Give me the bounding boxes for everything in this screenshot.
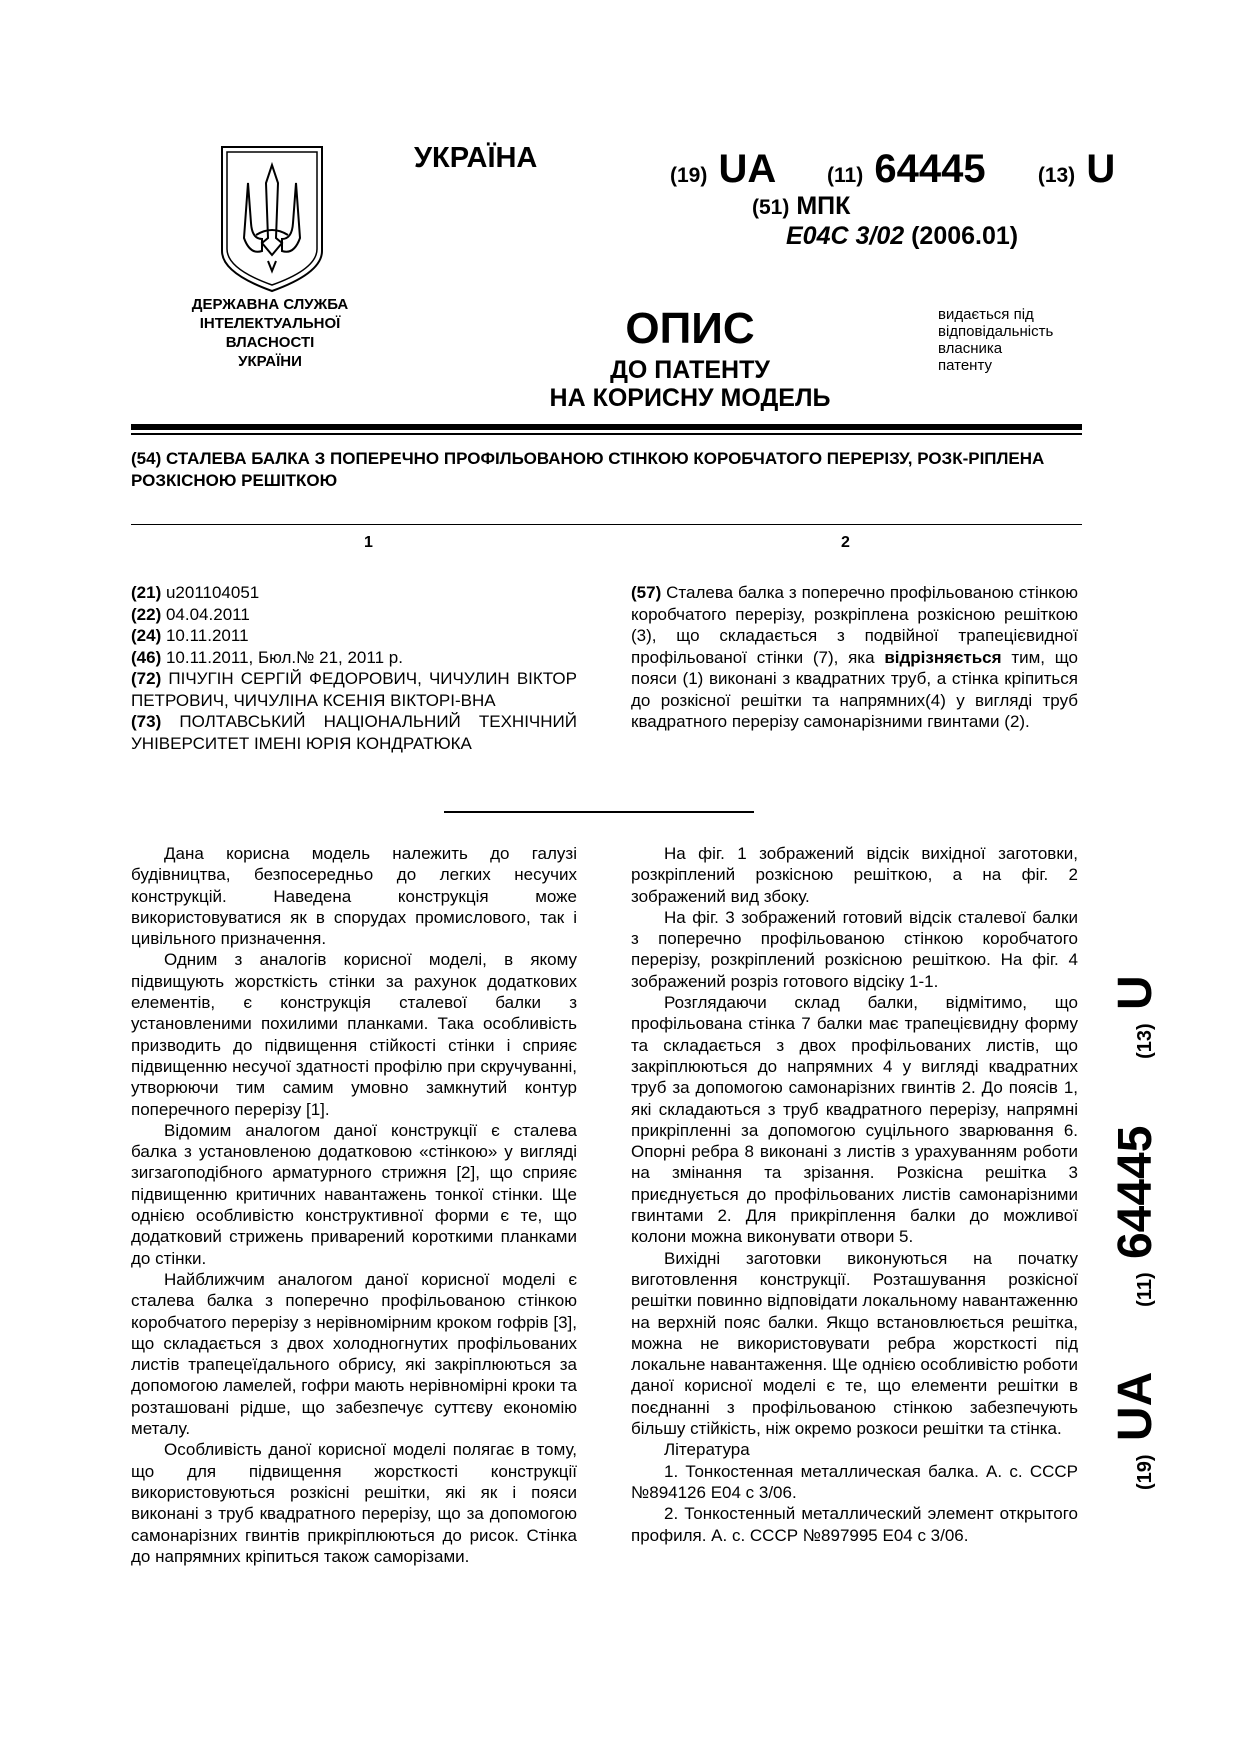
paragraph: На фіг. 3 зображений готовий відсік сталевої балки з поперечно профільованою стінкою коробчатого перерізу, розкріплений розкісною решіткою. На фіг. 4 зображений розріз готового відсіку 1-1. <box>631 907 1078 991</box>
reference-item: 1. Тонкостенная металлическая балка. А. с. СССР №894126 E04 c 3/06. <box>631 1461 1078 1502</box>
section-separator <box>444 811 754 813</box>
kind-code-label: (13) <box>1037 164 1076 187</box>
paragraph: Дана корисна модель належить до галузі будівництва, безпосередньо до легких несучих конструкцій. Наведена конструкція може використовуватися як в спорудах промислового, так і цивільного призначення. <box>131 844 577 949</box>
kind-code: U <box>1086 147 1116 191</box>
publication-number <box>670 147 1115 192</box>
side-publication-number: (19) UA (11) 64445 (13) U <box>1109 975 1162 1490</box>
claim-text: (57) Сталева балка з поперечно профільованою стінкою коробчатого перерізу, розкріплена розкісною решіткою (3), що складається з подвійної трапецієвидної профільованої стінки (7), яка відрізняється тим, що пояси (1) виконані з квадратних труб, а стінка кріпиться до розкісної решітки та напрямних(4) у вигляді труб квадратного перерізу самонарізними гвинтами (2). <box>631 583 1078 731</box>
document-subtitle-1: ДО ПАТЕНТУ <box>610 356 770 384</box>
country-name: УКРАЇНА <box>414 142 538 174</box>
title-rule <box>131 524 1082 525</box>
biblio-row: (22) 04.04.2011 <box>131 604 250 624</box>
document-title: ОПИС <box>625 304 755 353</box>
country-code: UA <box>718 147 775 191</box>
biblio-row: (21) u201104051 <box>131 583 260 602</box>
agency-name: ДЕРЖАВНА СЛУЖБА ІНТЕЛЕКТУАЛЬНОЇ ВЛАСНОСТІ УКРАЇНИ <box>191 296 349 370</box>
mpk-label: МПК <box>796 192 851 220</box>
document-subtitle-2: НА КОРИСНУ МОДЕЛЬ <box>549 384 831 412</box>
biblio-row: (73) ПОЛТАВСЬКИЙ НАЦІОНАЛЬНИЙ ТЕХНІЧНИЙ УНІВЕРСИТЕТ ІМЕНІ ЮРІЯ КОНДРАТЮКА <box>131 712 577 753</box>
description-left-column <box>131 843 577 1567</box>
ipc-class: E04C 3/02 <box>786 222 905 250</box>
coat-of-arms-icon <box>218 143 326 295</box>
biblio-row: (72) ПІЧУГІН СЕРГІЙ ФЕДОРОВИЧ, ЧИЧУЛИН ВІКТОР ПЕТРОВИЧ, ЧИЧУЛІНА КСЕНІЯ ВІКТОРІ-ВНА <box>131 669 577 710</box>
number-code-label: (11) <box>827 164 864 187</box>
issued-note: видається під відповідальність власника патенту <box>938 306 1054 374</box>
paragraph: Одним з аналогів корисної моделі, в якому підвищують жорсткість стінки за рахунок додаткових елементів, є конструкція сталевої балки з установленими похилими планками. Така особливість призводить до підвищення стійкості стінки і сприяє підвищенню несучої здатності профілю при скручуванні, утворюючи тим самим умовно замкнутий контур поперечного перерізу [1]. <box>131 950 577 1119</box>
mpk-line <box>752 192 850 221</box>
biblio-row: (24) 10.11.2011 <box>131 626 249 645</box>
mpk-code: (51) <box>752 196 790 219</box>
column-number-right: 2 <box>841 534 850 551</box>
paragraph: Відомим аналогом даної конструкції є сталева балка з установленою додатковою «стінкою» у вигляді зигзагоподібного арматурного стрижня [2], що сприяє підвищенню критичних навантажень тонкої стінки. Ще однією особливістю конструктивної форми є те, що додатковий стрижень приварений короткими планками до стінки. <box>131 1120 577 1268</box>
ipc-line <box>786 222 1018 251</box>
paragraph: На фіг. 1 зображений відсік вихідної заготовки, розкріплений розкісною решіткою, а на фіг. 2 зображений вид збоку. <box>631 844 1078 906</box>
biblio-row: (46) 10.11.2011, Бюл.№ 21, 2011 р. <box>131 647 403 667</box>
paragraph: Розглядаючи склад балки, відмітимо, що профільована стінка 7 балки має трапецієвидну форму та складається з двох профільованих листів, що закріплюються до напрямних 4 у вигляді квадратних труб за допомогою самонарізних гвинтів 2. До поясів 1, які складаються з труб квадратного перерізу, напрямні прикріпленні за допомогою суцільного зварювання 6. Опорні ребра 8 виконані з листів з урахуванням роботи на змінання та зрізання. Розкісна решітка 3 приєднується до профільованих листів самонарізними гвинтами 2. Для прикріплення балки до можливої колони можна виконувати отвори 5. <box>631 993 1078 1247</box>
references-heading: Література <box>664 1440 750 1460</box>
claim-characterized: відрізняється <box>884 647 1002 667</box>
country-code-label: (19) <box>670 164 708 187</box>
header-rule-thick <box>131 424 1082 430</box>
paragraph: Вихідні заготовки виконуються на початку виготовлення конструкції. Розташування розкісної решітки повинно відповідати локальному навантаженню на верхній пояс балки. Якщо встановлюється решітка, можна не використовувати ребра жорсткості під локальне навантаження. Ще однією особливістю роботи даної корисної моделі є те, що елементи решітки в поєднанні з профільованою стінкою забезпечують більшу стійкість, ніж окремо розкоси решітки та стінка. <box>631 1248 1078 1439</box>
bibliographic-data <box>131 582 577 754</box>
invention-title: (54) СТАЛЕВА БАЛКА З ПОПЕРЕЧНО ПРОФІЛЬОВАНОЮ СТІНКОЮ КОРОБЧАТОГО ПЕРЕРІЗУ, РОЗК-РІПЛЕНА РОЗКІСНОЮ РЕШІТКОЮ <box>131 449 1045 490</box>
paragraph: Особливість даної корисної моделі полягає в тому, що для підвищення жорсткості конструкції використовуються розкісні решітки, які як і пояси виконані з труб квадратного перерізу, що за допомогою самонарізних гвинтів прикріплюються до рисок. Стінка до напрямних кріпиться також саморізами. <box>131 1440 577 1566</box>
paragraph: Найближчим аналогом даної корисної моделі є сталева балка з поперечно профільованою стінкою коробчатого перерізу з нерівномірним кроком гофрів [3], що складається з двох холодногнутих профільованих листів трапецеїдального обрису, які закріплюються за допомогою ламелей, гофри мають нерівномірні кроки та розташовані рідше, що забезпечує суттєву економію металу. <box>131 1269 577 1439</box>
claim-code: (57) <box>631 583 662 602</box>
reference-item: 2. Тонкостенный металлический элемент открытого профиля. А. с. СССР №897995 E04 c 3/06. <box>631 1504 1078 1545</box>
description-right-column <box>631 843 1078 1546</box>
header-rule-thin <box>131 433 1082 435</box>
patent-number: 64445 <box>874 147 986 191</box>
ipc-version: (2006.01) <box>911 222 1019 250</box>
column-number-left: 1 <box>364 534 373 551</box>
